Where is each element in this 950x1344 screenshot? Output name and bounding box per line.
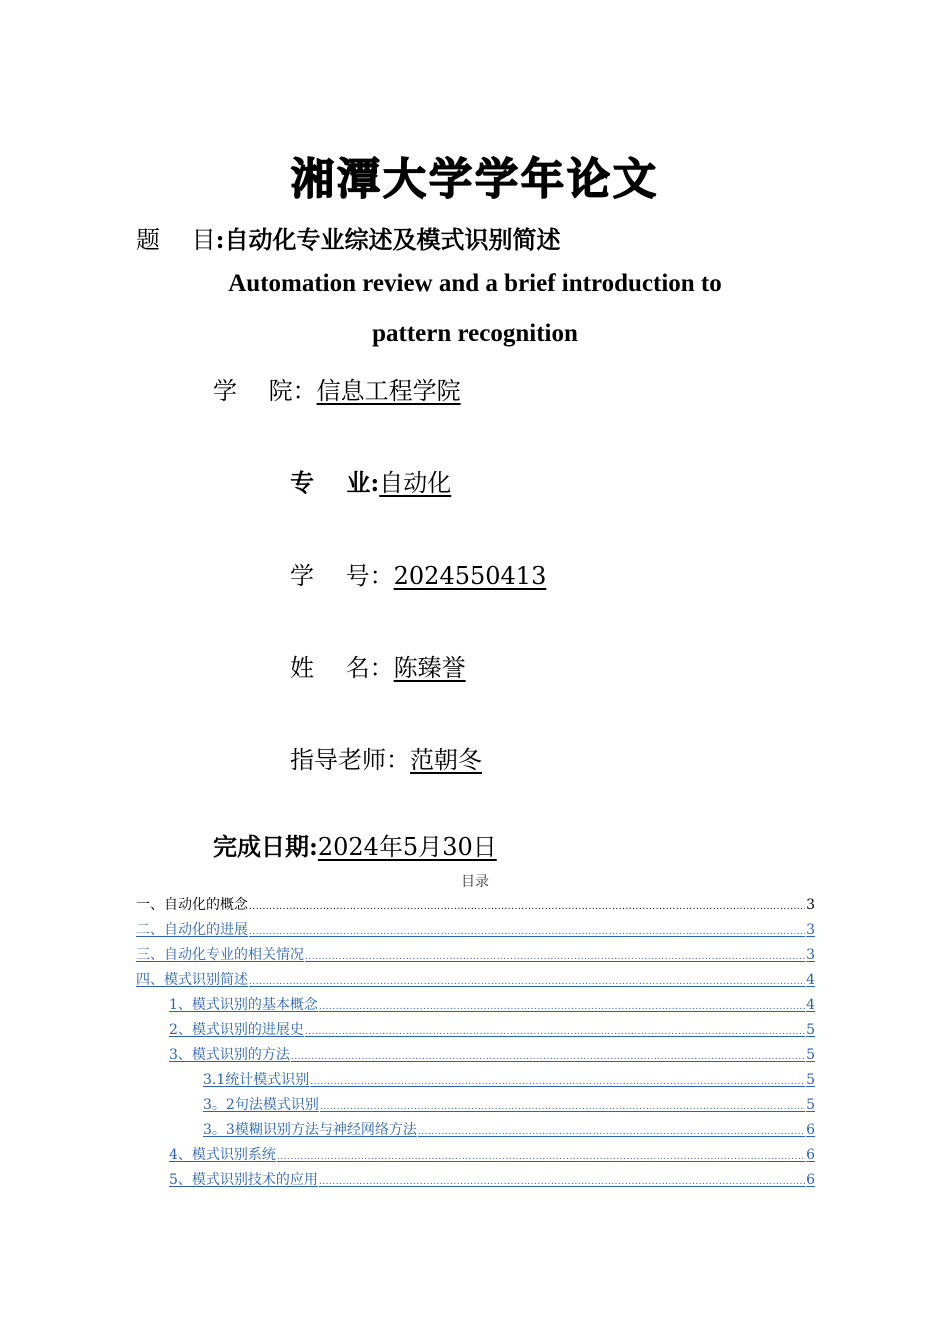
advisor-field [290, 740, 482, 775]
toc-entry[interactable] [136, 1095, 815, 1120]
toc-entry[interactable] [136, 1070, 815, 1095]
toc-entry-page: 5 [806, 1097, 815, 1113]
toc-leader-dots [320, 1097, 805, 1117]
toc-entry[interactable] [136, 1170, 815, 1195]
date-value: 2024年5月30日 [317, 833, 497, 861]
toc-leader-dots [249, 897, 805, 917]
toc-entry-page: 6 [806, 1147, 815, 1163]
student-id-field [290, 556, 546, 591]
toc-entry[interactable] [136, 970, 815, 995]
toc-entry[interactable] [136, 945, 815, 970]
toc-entry-page: 3 [806, 922, 815, 938]
toc-entry-text: 四、模式识别简述 [136, 972, 248, 988]
college-field [213, 371, 461, 406]
college-value: 信息工程学院 [316, 377, 461, 405]
toc-entry-page: 4 [806, 997, 815, 1013]
toc-entry-text: 1、模式识别的基本概念 [169, 997, 318, 1013]
advisor-value: 范朝冬 [410, 746, 482, 774]
college-label: 学 院： [213, 377, 317, 405]
toc-heading: 目录 [461, 874, 489, 890]
toc-entry-text: 三、自动化专业的相关情况 [136, 947, 304, 963]
toc-leader-dots [319, 1172, 805, 1192]
toc-entry-text: 4、模式识别系统 [169, 1147, 276, 1163]
toc-entry[interactable] [136, 895, 815, 920]
advisor-label: 指导老师： [290, 746, 410, 774]
toc-entry-page: 5 [806, 1047, 815, 1063]
toc-leader-dots [319, 997, 805, 1017]
toc-entry-text: 3。3模糊识别方法与神经网络方法 [203, 1122, 417, 1138]
document-title: 湘潭大学学年论文 [291, 155, 659, 205]
toc-entry-text: 5、模式识别技术的应用 [169, 1172, 318, 1188]
toc-entry[interactable] [136, 920, 815, 945]
toc-entry-page: 3 [806, 897, 815, 913]
toc-entry[interactable] [136, 1120, 815, 1145]
toc-leader-dots [291, 1047, 805, 1067]
name-field [290, 648, 466, 683]
toc-entry-text: 2、模式识别的进展史 [169, 1022, 304, 1038]
name-value: 陈臻誉 [393, 654, 466, 682]
toc-entry-page: 6 [806, 1122, 815, 1138]
topic-value: :自动化专业综述及模式识别简述 [215, 225, 561, 254]
toc-leader-dots [277, 1147, 805, 1167]
toc-entry[interactable] [136, 1020, 815, 1045]
toc-entry-text: 3、模式识别的方法 [169, 1047, 290, 1063]
toc-entry-page: 5 [806, 1022, 815, 1038]
toc-leader-dots [249, 972, 805, 992]
toc-entry-page: 4 [806, 972, 815, 988]
english-title-line-1: Automation review and a brief introduction to [228, 270, 722, 297]
student-id-value: 2024550413 [393, 562, 547, 590]
toc-entry-page: 5 [806, 1072, 815, 1088]
toc-leader-dots [249, 922, 805, 942]
toc-entry-page: 3 [806, 947, 815, 963]
name-label: 姓 名： [290, 654, 394, 682]
toc-entry[interactable] [136, 995, 815, 1020]
major-value: 自动化 [379, 469, 452, 497]
toc-entry-text: 二、自动化的进展 [136, 922, 248, 938]
student-id-label: 学 号： [290, 562, 394, 590]
toc-leader-dots [310, 1072, 805, 1092]
toc-entry-text: 一、自动化的概念 [136, 897, 248, 913]
date-label: 完成日期: [213, 832, 318, 861]
toc-entry[interactable] [136, 1145, 815, 1170]
english-title-line-2: pattern recognition [372, 320, 578, 347]
toc-leader-dots [418, 1122, 805, 1142]
topic-label: 题 目 [136, 226, 216, 254]
table-of-contents [136, 895, 815, 1195]
toc-entry-text: 3.1统计模式识别 [203, 1072, 310, 1088]
toc-entry-page: 6 [806, 1172, 815, 1188]
toc-entry[interactable] [136, 1045, 815, 1070]
toc-leader-dots [305, 1022, 805, 1042]
toc-leader-dots [305, 947, 805, 967]
major-field [290, 463, 451, 498]
topic-line [136, 220, 561, 255]
toc-entry-text: 3。2句法模式识别 [203, 1097, 319, 1113]
major-label: 专 业: [290, 468, 380, 497]
date-field [213, 827, 497, 862]
